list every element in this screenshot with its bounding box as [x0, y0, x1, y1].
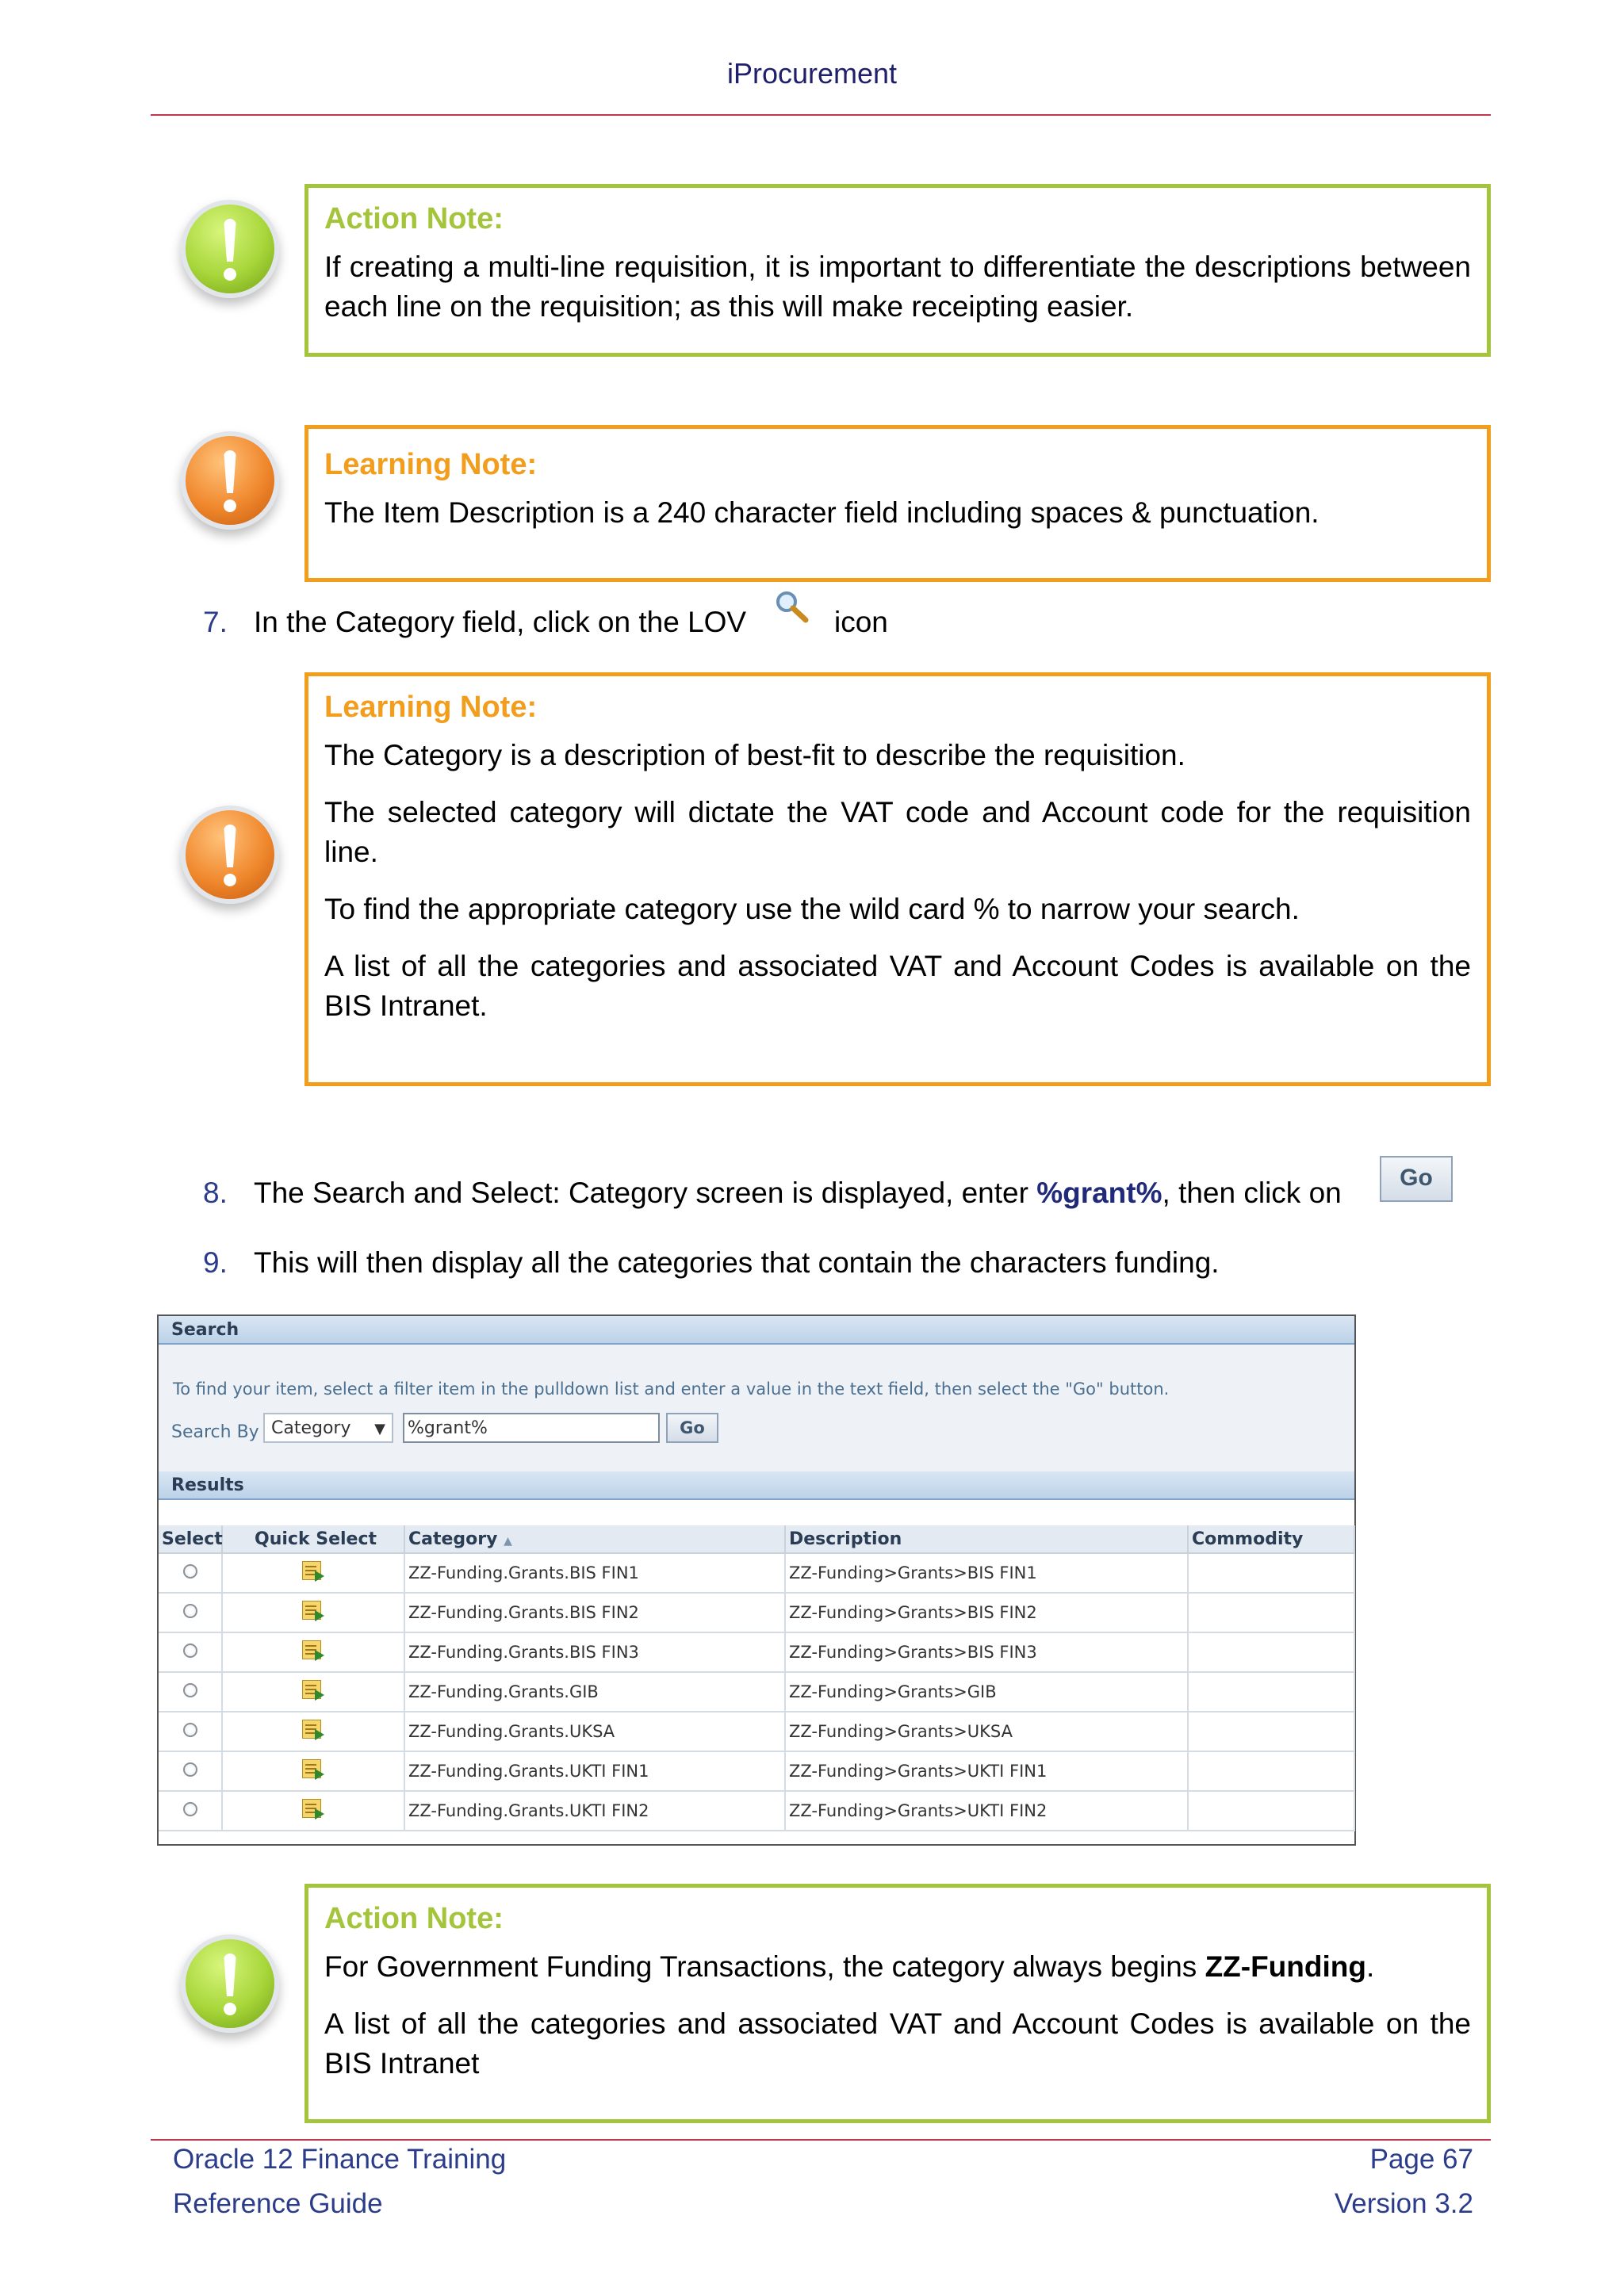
select-radio-cell[interactable] [159, 1791, 222, 1831]
select-radio[interactable] [183, 1723, 197, 1737]
action-note-para-2: A list of all the categories and associated VAT and Account Codes is available on the BIS Intranet [324, 2007, 1471, 2080]
magnifier-icon [774, 590, 809, 625]
quick-select-cell[interactable] [222, 1712, 404, 1751]
exclamation-green-icon [181, 200, 279, 298]
table-row[interactable] [159, 1791, 1354, 1831]
table-row[interactable] [159, 1553, 1354, 1593]
search-section-header: Search [159, 1316, 1354, 1345]
sort-ascending-icon: ▲ [504, 1534, 512, 1548]
page-header-title: iProcurement [726, 57, 898, 90]
category-cell: ZZ-Funding.Grants.BIS FIN2 [404, 1593, 785, 1632]
category-cell: ZZ-Funding.Grants.GIB [404, 1672, 785, 1712]
select-radio[interactable] [183, 1564, 197, 1578]
table-row[interactable] [159, 1672, 1354, 1712]
commodity-cell [1188, 1632, 1354, 1672]
quick-select-icon[interactable] [302, 1799, 324, 1820]
select-radio[interactable] [183, 1683, 197, 1697]
step-number: 7. [203, 606, 228, 638]
learning-note-1 [304, 425, 1491, 582]
step-8-search-term: %grant% [1036, 1177, 1162, 1209]
step-9-text: This will then display all the categories that contain the characters funding. [254, 1246, 1220, 1279]
description-cell: ZZ-Funding>Grants>UKTI FIN2 [785, 1791, 1188, 1831]
quick-select-icon[interactable] [302, 1601, 324, 1621]
quick-select-cell[interactable] [222, 1791, 404, 1831]
search-by-select[interactable] [263, 1413, 393, 1443]
quick-select-icon[interactable] [302, 1640, 324, 1661]
go-button[interactable]: Go [666, 1413, 718, 1443]
description-cell: ZZ-Funding>Grants>UKSA [785, 1712, 1188, 1751]
quick-select-icon[interactable] [302, 1720, 324, 1740]
footer-guide-type: Reference Guide [173, 2188, 383, 2219]
action-note-para-1 [324, 1947, 1471, 1987]
action-note-para-1-text: For Government Funding Transactions, the category always begins [324, 1950, 1205, 1983]
action-note-2 [304, 1884, 1491, 2123]
commodity-cell [1188, 1672, 1354, 1712]
footer-course-title: Oracle 12 Finance Training [173, 2144, 507, 2175]
learning-note-para-3: To find the appropriate category use the wild card % to narrow your search. [324, 893, 1300, 925]
search-select-screenshot [157, 1314, 1356, 1846]
commodity-cell [1188, 1712, 1354, 1751]
action-note-heading: Action Note: [324, 202, 504, 235]
step-7-text: In the Category field, click on the LOV [254, 606, 747, 638]
action-note-category-prefix: ZZ-Funding [1205, 1950, 1366, 1983]
search-input[interactable]: %grant% [403, 1413, 660, 1443]
step-8-text: The Search and Select: Category screen is displayed, enter [254, 1177, 1037, 1209]
category-cell: ZZ-Funding.Grants.UKTI FIN1 [404, 1751, 785, 1791]
commodity-cell [1188, 1553, 1354, 1593]
select-radio-cell[interactable] [159, 1751, 222, 1791]
learning-note-2 [304, 672, 1491, 1086]
quick-select-icon[interactable] [302, 1680, 324, 1701]
col-header-description: Description [785, 1525, 1188, 1553]
step-9 [203, 1243, 1220, 1283]
step-8 [203, 1173, 1342, 1213]
commodity-cell [1188, 1791, 1354, 1831]
quick-select-icon[interactable] [302, 1759, 324, 1780]
exclamation-orange-icon [181, 431, 279, 530]
col-header-quick-select: Quick Select [222, 1525, 404, 1553]
table-row[interactable] [159, 1712, 1354, 1751]
quick-select-cell[interactable] [222, 1632, 404, 1672]
learning-note-heading: Learning Note: [324, 448, 538, 481]
commodity-cell [1188, 1751, 1354, 1791]
select-radio-cell[interactable] [159, 1632, 222, 1672]
quick-select-cell[interactable] [222, 1593, 404, 1632]
quick-select-icon[interactable] [302, 1561, 324, 1582]
description-cell: ZZ-Funding>Grants>BIS FIN1 [785, 1553, 1188, 1593]
category-cell: ZZ-Funding.Grants.UKSA [404, 1712, 785, 1751]
table-row[interactable] [159, 1632, 1354, 1672]
select-radio-cell[interactable] [159, 1712, 222, 1751]
step-7-icon-suffix: icon [834, 606, 888, 638]
chevron-down-icon: ▼ [374, 1421, 385, 1437]
search-by-value: Category [271, 1418, 351, 1438]
description-cell: ZZ-Funding>Grants>GIB [785, 1672, 1188, 1712]
action-note-para-1-end: . [1365, 1950, 1375, 1983]
step-number: 8. [203, 1177, 228, 1209]
quick-select-cell[interactable] [222, 1553, 404, 1593]
select-radio[interactable] [183, 1604, 197, 1618]
col-header-commodity: Commodity [1188, 1525, 1354, 1553]
footer-page-number: Page 67 [1369, 2144, 1473, 2175]
footer-version: Version 3.2 [1334, 2188, 1473, 2219]
learning-note-text: The Item Description is a 240 character field including spaces & punctuation. [324, 496, 1320, 529]
col-header-category[interactable] [404, 1525, 785, 1553]
search-instruction: To find your item, select a filter item in the pulldown list and enter a value in the text field, then select the "Go" button. [173, 1380, 1170, 1399]
results-header-row [159, 1525, 1354, 1553]
go-button-illustration: Go [1380, 1156, 1453, 1202]
exclamation-green-icon [181, 1934, 279, 2033]
description-cell: ZZ-Funding>Grants>BIS FIN2 [785, 1593, 1188, 1632]
footer-divider [151, 2139, 1491, 2141]
description-cell: ZZ-Funding>Grants>BIS FIN3 [785, 1632, 1188, 1672]
header-divider [151, 114, 1491, 116]
select-radio[interactable] [183, 1762, 197, 1777]
select-radio-cell[interactable] [159, 1553, 222, 1593]
select-radio-cell[interactable] [159, 1593, 222, 1632]
search-by-label: Search By [171, 1422, 259, 1442]
table-row[interactable] [159, 1593, 1354, 1632]
col-header-select: Select [159, 1525, 222, 1553]
table-row[interactable] [159, 1751, 1354, 1791]
quick-select-cell[interactable] [222, 1672, 404, 1712]
col-header-category-label: Category [408, 1529, 498, 1549]
category-cell: ZZ-Funding.Grants.BIS FIN3 [404, 1632, 785, 1672]
step-8-text-end: , then click on [1162, 1177, 1342, 1209]
learning-note-para-2: The selected category will dictate the VAT code and Account code for the requisition line. [324, 796, 1471, 868]
step-number: 9. [203, 1246, 228, 1279]
results-table [159, 1525, 1355, 1831]
learning-note-heading: Learning Note: [324, 691, 538, 724]
select-radio[interactable] [183, 1802, 197, 1816]
action-note-1 [304, 184, 1491, 357]
exclamation-orange-icon [181, 806, 279, 904]
select-radio-cell[interactable] [159, 1672, 222, 1712]
commodity-cell [1188, 1593, 1354, 1632]
select-radio[interactable] [183, 1644, 197, 1658]
learning-note-para-4: A list of all the categories and associated VAT and Account Codes is available on the BIS Intranet. [324, 950, 1471, 1022]
learning-note-para-1: The Category is a description of best-fit to describe the requisition. [324, 739, 1185, 771]
action-note-text: If creating a multi-line requisition, it is important to differentiate the descriptions between each line on the requisition; as this will make receipting easier. [324, 251, 1471, 323]
results-section-header: Results [159, 1471, 1354, 1500]
description-cell: ZZ-Funding>Grants>UKTI FIN1 [785, 1751, 1188, 1791]
category-cell: ZZ-Funding.Grants.BIS FIN1 [404, 1553, 785, 1593]
quick-select-cell[interactable] [222, 1751, 404, 1791]
step-7 [203, 603, 746, 642]
action-note-heading: Action Note: [324, 1902, 504, 1935]
category-cell: ZZ-Funding.Grants.UKTI FIN2 [404, 1791, 785, 1831]
